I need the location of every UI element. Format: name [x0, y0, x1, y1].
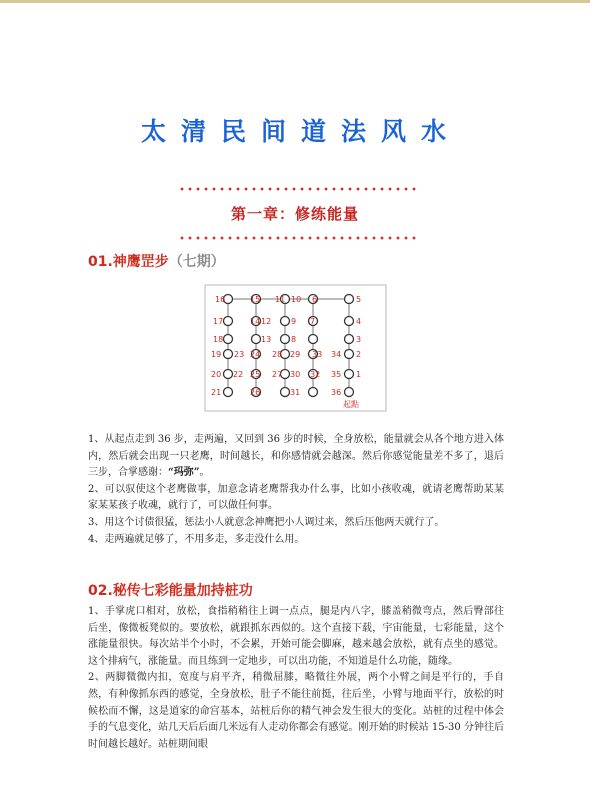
step-number: 30 — [290, 370, 301, 379]
step-node — [224, 370, 233, 379]
step-number: 4 — [356, 317, 362, 326]
step-number: 18 — [213, 335, 224, 344]
step-number: 27 — [272, 370, 283, 379]
top-border — [0, 0, 590, 3]
step-node — [281, 317, 290, 326]
step-number: 8 — [291, 335, 297, 344]
section-1-title: 01.神鹰罡步 — [88, 254, 169, 270]
step-number: 20 — [211, 370, 222, 379]
dotted-divider-top — [178, 187, 418, 191]
mantra-text: “玛弥” — [168, 467, 200, 479]
step-number: 15 — [250, 295, 261, 304]
step-number: 26 — [250, 388, 261, 397]
paragraph-6: 2、两脚微微内扣，宽度与肩平齐，稍微屈膝，略微往外展，两个小臂之间是平行的，手自然，有种像抓东西的感觉，全身放松，肚子不能往前挺，往后坐，小臂与地面平行，放松的时候松而不懈，这是道家的命宫基本，站桩后你的精气神会发生很大的变化。站桩的过程中体会手的气息变化，站几天后后面几米远有人走动你都会有感觉。刚开始的时候站 15-30 分钟往后时间越长越好。站桩期间眼 — [88, 672, 504, 750]
step-number: 23 — [234, 350, 245, 359]
step-node — [224, 335, 233, 344]
step-number: 12 — [261, 317, 272, 326]
section-1-body — [88, 432, 504, 548]
paragraph-4: 4、走两遍就足够了，不用多走，多走没什么用。 — [88, 533, 305, 545]
section-1-subtitle: （七期） — [168, 254, 225, 270]
paragraph-1: 1、从起点走到 36 步，走两遍，又回到 36 步的时候，全身放松，能量就会从各个地方进入体内，然后就会出现一只老鹰，时间越长，和你感情就会越深。然后你感觉能量差不多了，退后三步，合掌感谢：“玛弥”。 — [88, 434, 504, 479]
step-diagram — [203, 283, 388, 413]
step-number: 32 — [310, 370, 321, 379]
step-node — [224, 388, 233, 397]
step-number: 10 — [291, 295, 302, 304]
dotted-divider-bottom — [178, 236, 418, 240]
step-number: 11 — [275, 295, 286, 304]
step-node — [345, 317, 354, 326]
step-number: 17 — [213, 317, 224, 326]
step-node — [224, 317, 233, 326]
step-number: 25 — [250, 370, 261, 379]
paragraph-3: 3、用这个讨债很猛，惩法小人就意念神鹰把小人调过来，然后压他两天就行了。 — [88, 516, 445, 528]
section-heading-1 — [88, 251, 225, 271]
section-heading-2: 02.秘传七彩能量加持桩功 — [88, 583, 253, 599]
step-number: 2 — [356, 350, 362, 359]
step-number: 7 — [310, 317, 316, 326]
step-number: 29 — [290, 350, 301, 359]
step-number: 21 — [211, 388, 222, 397]
step-number: 35 — [331, 370, 342, 379]
step-number: 34 — [331, 350, 342, 359]
step-node — [345, 388, 354, 397]
step-number: 13 — [261, 335, 272, 344]
step-node — [345, 350, 354, 359]
step-number: 9 — [291, 317, 297, 326]
step-node — [252, 335, 261, 344]
step-number: 24 — [250, 350, 261, 359]
paragraph-5: 1、手掌虎口相对，放松，食指稍稍往上调一点点，腿是内八字，膝盖稍微弯点，然后臀部往后坐，像微板凳似的。要放松，就跟抓东西似的。这个直接下载，宇宙能量，七彩能量，这个涨能量很快。每次站半个小时，不会累，开始可能会脚麻，越来越会放松，就有点坐的感觉。这个排病气，涨能量。而且练到一定地步，可以出功能，不知道是什么功能，随缘。 — [88, 606, 504, 667]
step-number: 33 — [312, 350, 323, 359]
step-node — [345, 295, 354, 304]
step-number: 6 — [312, 295, 318, 304]
step-node — [224, 350, 233, 359]
step-node — [345, 335, 354, 344]
step-node — [281, 335, 290, 344]
step-number: 28 — [272, 350, 283, 359]
step-node — [281, 388, 290, 397]
paragraph-2: 2、可以驭使这个老鹰做事，加意念请老鹰帮我办什么事，比如小孩收魂，就请老鹰帮助某某家某某孩子收魂，就行了，可以做任何事。 — [88, 483, 504, 512]
step-node — [309, 335, 318, 344]
section-2-body — [88, 604, 504, 753]
step-node — [345, 370, 354, 379]
chapter-heading: 第一章：修练能量 — [230, 205, 359, 223]
step-number: 3 — [356, 335, 362, 344]
step-number: 14 — [250, 317, 261, 326]
step-number: 19 — [211, 350, 222, 359]
start-label: 起點 — [343, 400, 359, 409]
step-number: 31 — [290, 388, 301, 397]
step-number: 36 — [331, 388, 342, 397]
document-title: 太清民间道法风水 — [140, 117, 461, 146]
step-number: 16 — [215, 295, 226, 304]
step-number: 22 — [233, 370, 244, 379]
step-number: 1 — [356, 370, 362, 379]
step-node — [309, 388, 318, 397]
step-number: 5 — [356, 295, 362, 304]
